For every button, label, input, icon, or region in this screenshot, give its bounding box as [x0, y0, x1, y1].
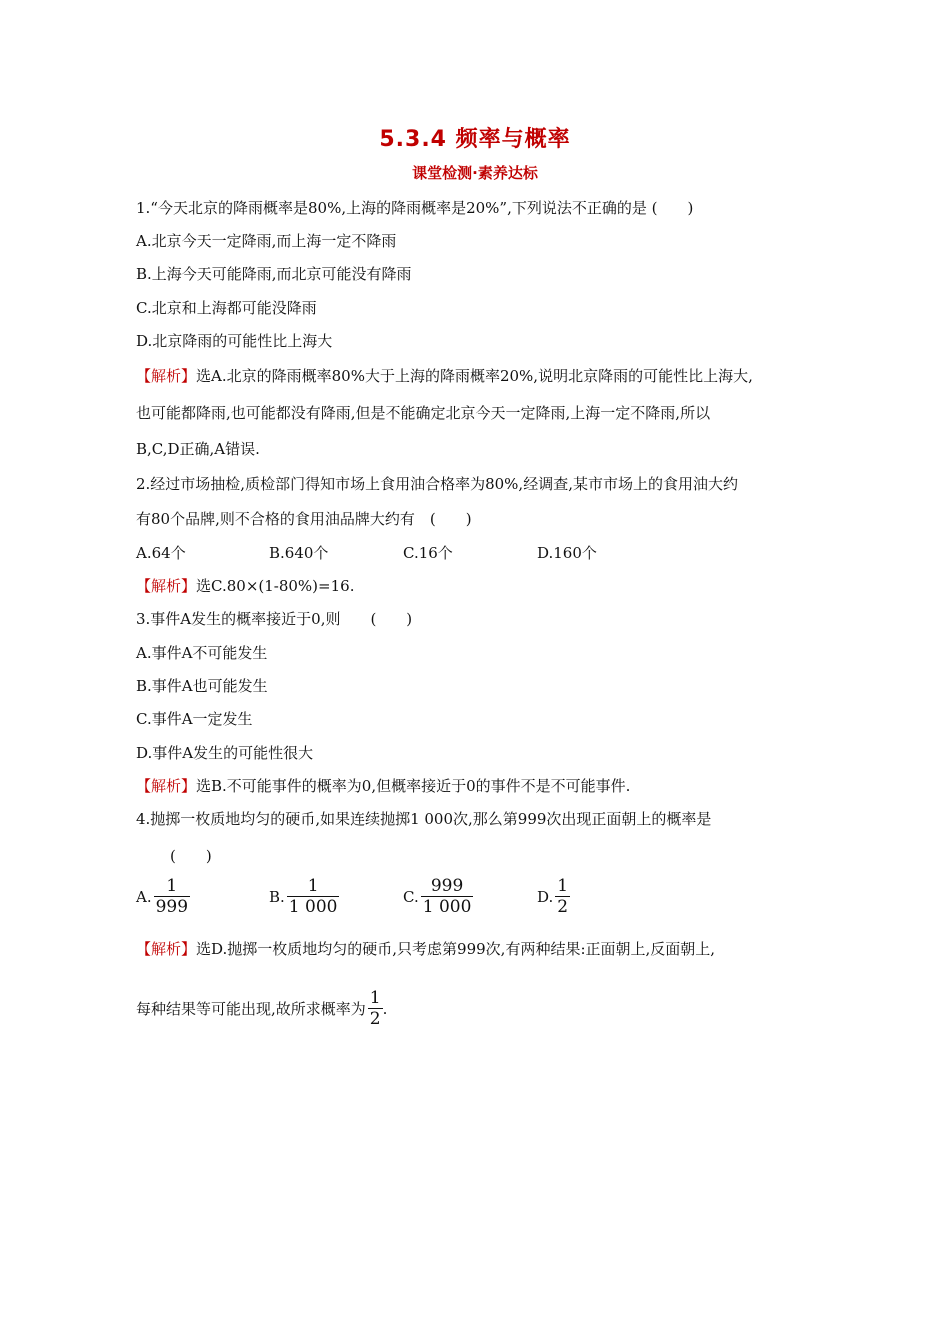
q1-option-b: B.上海今天可能降雨,而北京可能没有降雨 [136, 265, 412, 283]
q4-option-b-fraction [287, 876, 340, 917]
page-title: 5.3.4 频率与概率 [379, 127, 571, 152]
q1-stem: 1.“今天北京的降雨概率是80%,上海的降雨概率是20%”,下列说法不正确的是 ( ) [136, 199, 694, 217]
q4-option-d [537, 876, 570, 917]
q4-option-d-fraction [555, 876, 570, 917]
q4-option-b-label: B. [269, 887, 285, 906]
q2-stem-line-1: 2.经过市场抽检,质检部门得知市场上食用油合格率为80%,经调查,某市市场上的食用油大约 [136, 475, 738, 493]
q4-option-a-fraction [154, 876, 190, 917]
analysis-tag: 【解析】 [136, 367, 197, 385]
analysis-tag: 【解析】 [136, 777, 197, 795]
q1-analysis-line-1 [136, 365, 826, 387]
fraction-numerator: 1 [369, 988, 381, 1008]
fraction-denominator: 1 000 [422, 897, 472, 917]
q4-option-b [269, 876, 339, 917]
q2-option-b: B.640个 [269, 544, 329, 562]
q1-option-c: C.北京和上海都可能没降雨 [136, 299, 317, 317]
q3-stem: 3.事件A发生的概率接近于0,则 ( ) [136, 610, 413, 628]
q2-option-a: A.64个 [136, 544, 186, 562]
q1-option-a: A.北京今天一定降雨,而上海一定不降雨 [136, 232, 397, 250]
q4-option-c [403, 876, 473, 917]
q2-option-d: D.160个 [537, 544, 597, 562]
analysis-tag: 【解析】 [136, 940, 197, 958]
fraction-denominator: 2 [557, 897, 569, 917]
q3-analysis [136, 775, 826, 797]
q3-option-a: A.事件A不可能发生 [136, 644, 268, 662]
q2-option-c: C.16个 [403, 544, 453, 562]
q1-analysis-line-2: 也可能都降雨,也可能都没有降雨,但是不能确定北京今天一定降雨,上海一定不降雨,所以 [136, 404, 711, 422]
q4-analysis-text: 选D.抛掷一枚质地均匀的硬币,只考虑第999次,有两种结果:正面朝上,反面朝上, [196, 940, 716, 958]
fraction-numerator: 999 [430, 876, 464, 896]
q3-option-c: C.事件A一定发生 [136, 710, 253, 728]
q2-stem-line-2: 有80个品牌,则不合格的食用油品牌大约有 ( ) [136, 510, 472, 528]
q4-analysis-line-1 [136, 938, 826, 960]
fraction-numerator: 1 [307, 876, 319, 896]
q3-analysis-text: 选B.不可能事件的概率为0,但概率接近于0的事件不是不可能事件. [196, 777, 631, 795]
page-subtitle: 课堂检测·素养达标 [412, 164, 538, 182]
q2-analysis [136, 575, 826, 597]
fraction-numerator: 1 [166, 876, 178, 896]
q4-analysis-period: . [382, 999, 388, 1018]
q3-option-d: D.事件A发生的可能性很大 [136, 744, 314, 762]
q4-analysis-line-2 [136, 988, 387, 1029]
fraction-denominator: 999 [155, 897, 189, 917]
fraction-numerator: 1 [557, 876, 569, 896]
q2-analysis-text: 选C.80×(1-80%)=16. [196, 577, 355, 595]
analysis-tag: 【解析】 [136, 577, 197, 595]
q4-option-a-label: A. [136, 887, 152, 906]
q4-option-c-fraction [421, 876, 474, 917]
q4-stem-line-1: 4.抛掷一枚质地均匀的硬币,如果连续抛掷1 000次,那么第999次出现正面朝上的概率是 [136, 810, 712, 828]
q3-option-b: B.事件A也可能发生 [136, 677, 268, 695]
q4-option-d-label: D. [537, 887, 554, 906]
q1-analysis-text: 选A.北京的降雨概率80%大于上海的降雨概率20%,说明北京降雨的可能性比上海大, [196, 367, 753, 385]
fraction-denominator: 2 [369, 1009, 381, 1029]
q4-option-a [136, 876, 190, 917]
q4-option-c-label: C. [403, 887, 419, 906]
q1-analysis-line-3: B,C,D正确,A错误. [136, 440, 260, 458]
q4-stem-line-2: ( ) [170, 847, 212, 865]
q4-analysis-fraction [368, 988, 383, 1029]
q1-option-d: D.北京降雨的可能性比上海大 [136, 332, 333, 350]
q4-analysis-text-2: 每种结果等可能出现,故所求概率为 [136, 1000, 366, 1018]
fraction-denominator: 1 000 [288, 897, 338, 917]
